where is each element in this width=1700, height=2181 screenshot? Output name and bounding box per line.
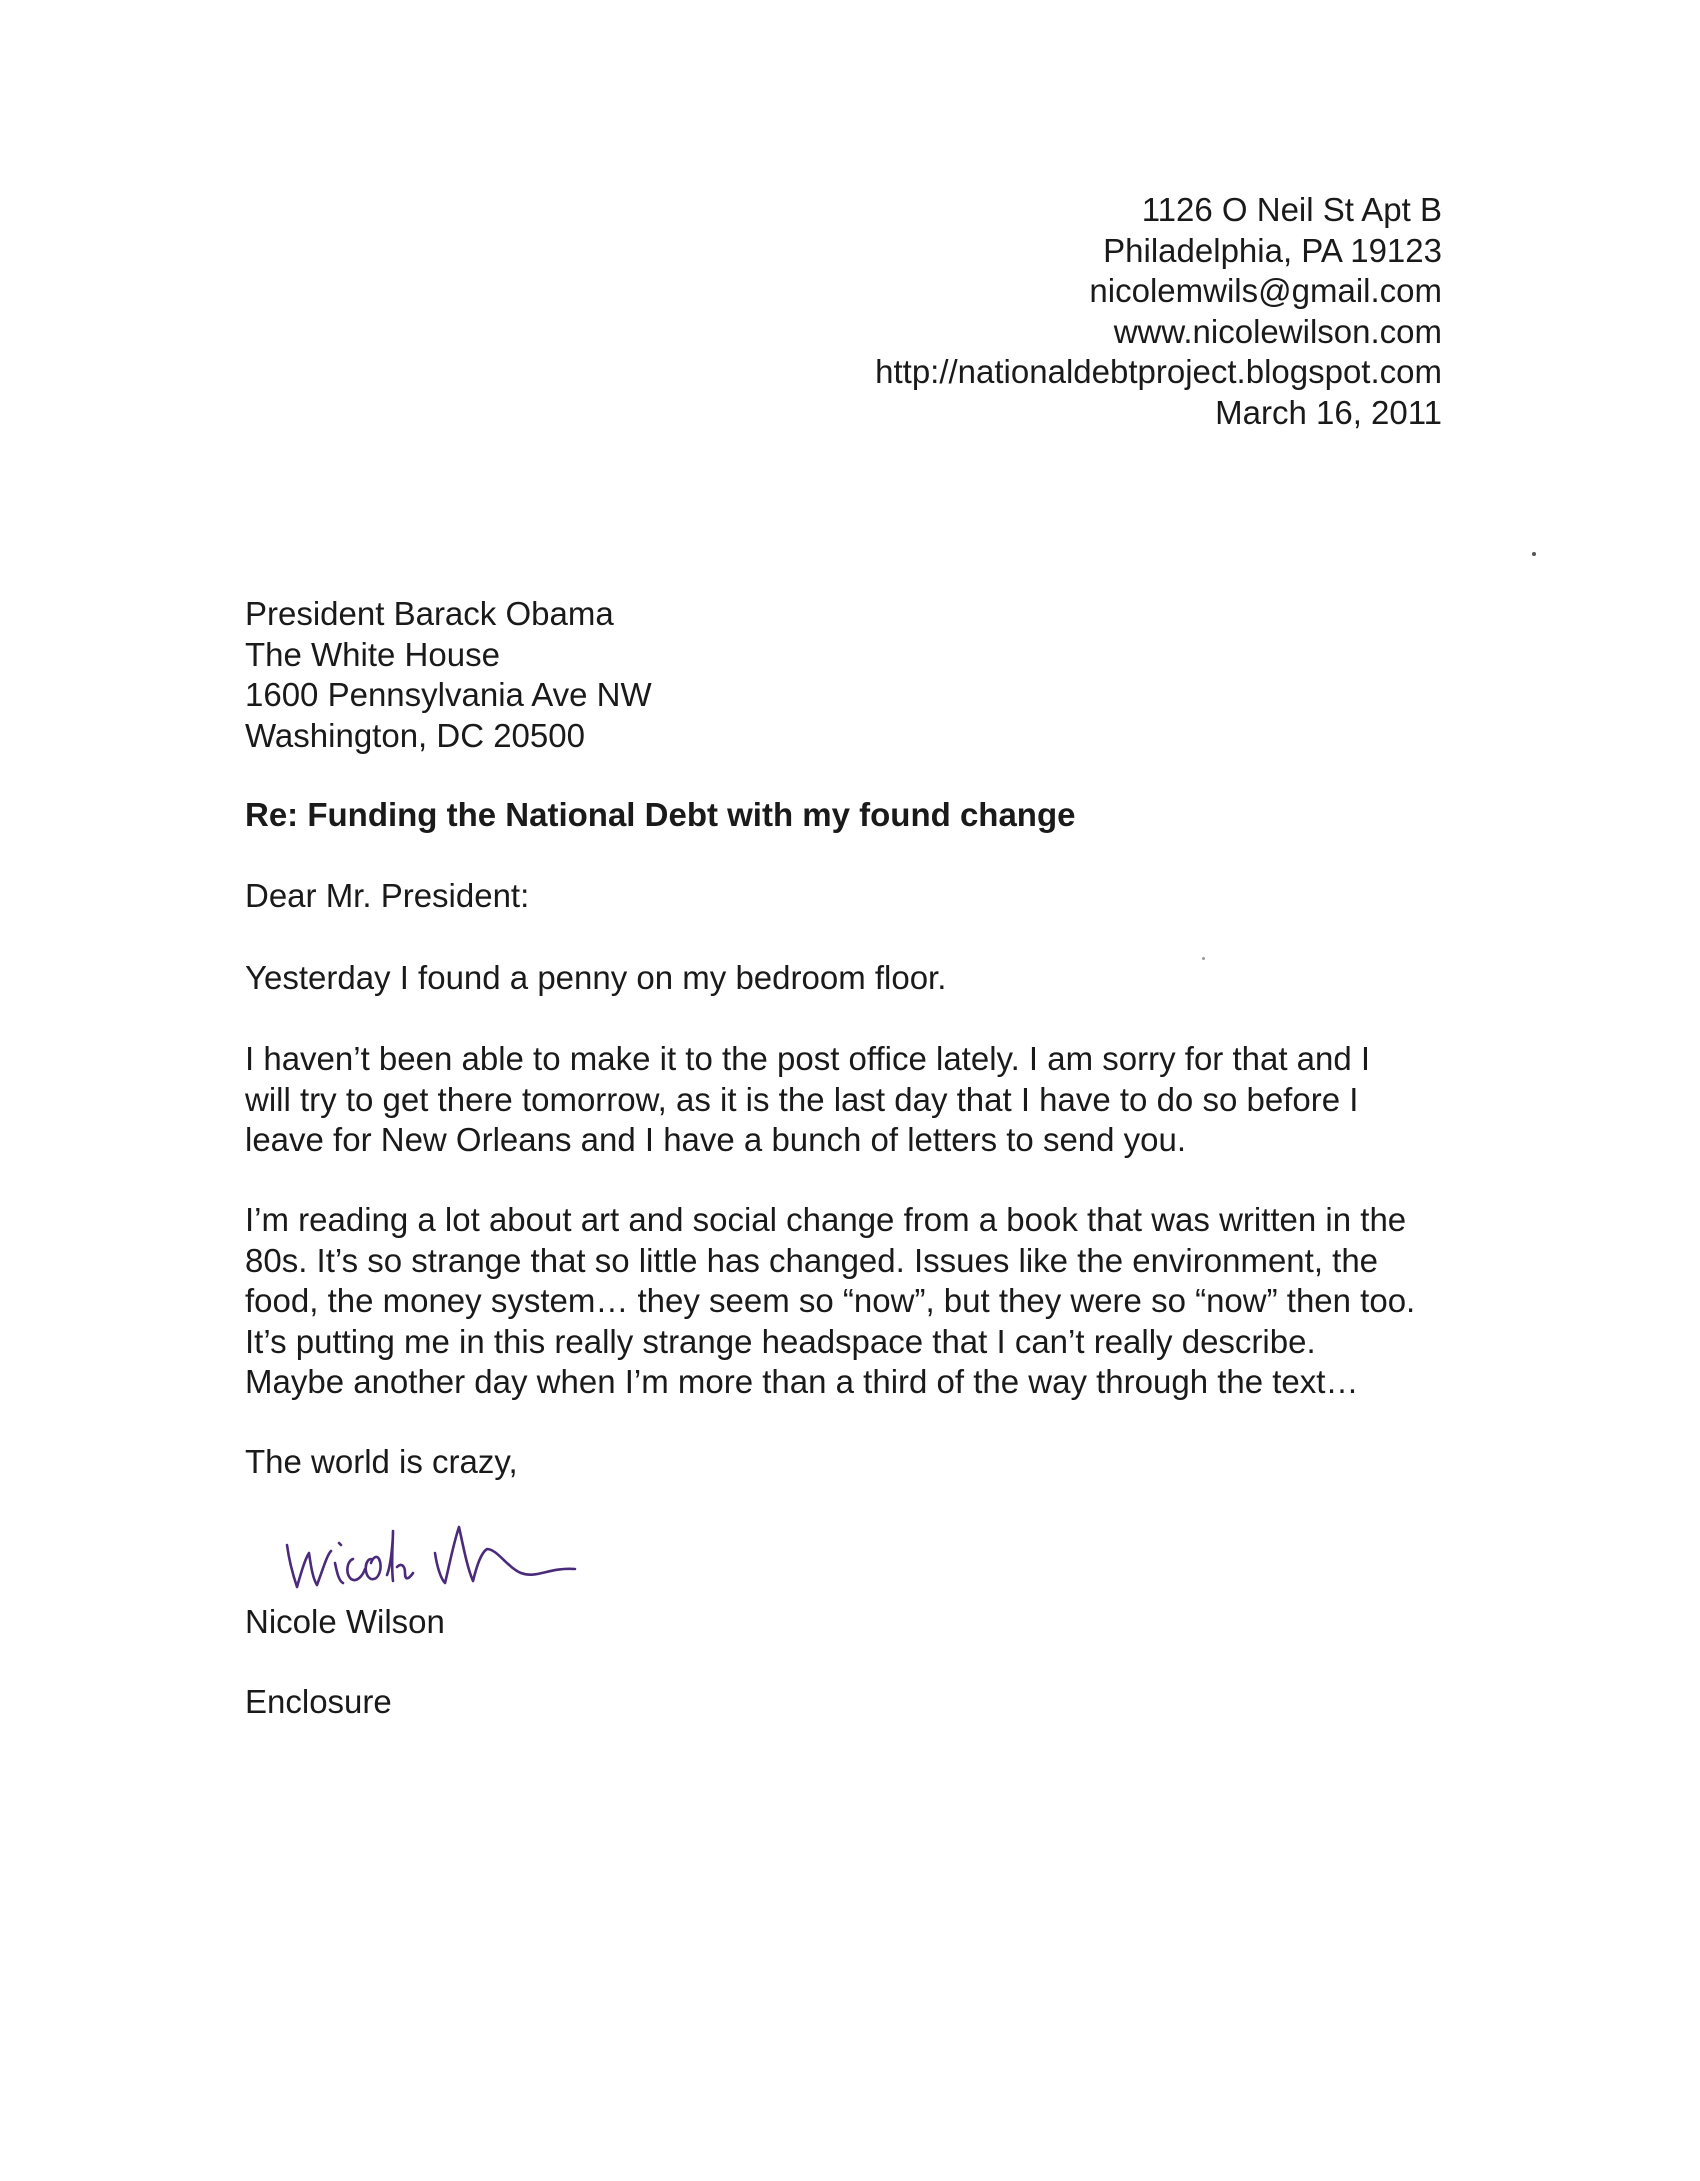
body-paragraph (245, 1200, 1475, 1403)
paragraph-line: leave for New Orleans and I have a bunch of letters to send you. (245, 1121, 1187, 1158)
sender-blog: http://nationaldebtproject.blogspot.com (875, 353, 1442, 390)
sender-address-block (875, 190, 1442, 433)
sender-city: Philadelphia, PA 19123 (1103, 231, 1442, 269)
paragraph-line: will try to get there tomorrow, as it is the last day that I have to do so before I (245, 1080, 1359, 1118)
scan-speck (1532, 552, 1536, 556)
paragraph-line: 80s. It’s so strange that so little has changed. Issues like the environment, the (245, 1241, 1379, 1279)
letter-date: March 16, 2011 (1215, 393, 1442, 431)
recipient-address-block (245, 594, 652, 756)
paragraph-line: Yesterday I found a penny on my bedroom floor. (245, 959, 947, 996)
body-paragraph (245, 958, 1475, 999)
signature-stroke (287, 1527, 575, 1587)
recipient-city: Washington, DC 20500 (245, 716, 585, 754)
paragraph-line: food, the money system… they seem so “now”, but they were so “now” then too. (245, 1282, 1416, 1319)
paragraph-line: It’s putting me in this really strange headspace that I can’t really describe. (245, 1322, 1316, 1360)
sender-email: nicolemwils@gmail.com (1089, 272, 1442, 309)
salutation: Dear Mr. President: (245, 877, 530, 914)
paragraph-line: I’m reading a lot about art and social change from a book that was written in the (245, 1201, 1407, 1238)
recipient-name: President Barack Obama (245, 595, 614, 632)
sender-street: 1126 O Neil St Apt B (1141, 191, 1442, 228)
sender-website: www.nicolewilson.com (1113, 312, 1442, 350)
paragraph-line: I haven’t been able to make it to the post office lately. I am sorry for that and I (245, 1040, 1371, 1077)
signer-name: Nicole Wilson (245, 1603, 445, 1640)
recipient-street: 1600 Pennsylvania Ave NW (245, 676, 652, 713)
closing: The world is crazy, (245, 1443, 518, 1480)
recipient-org: The White House (245, 635, 500, 673)
enclosure-notation: Enclosure (245, 1683, 392, 1720)
body-paragraph (245, 1039, 1475, 1161)
subject-line: Re: Funding the National Debt with my found change (245, 796, 1076, 833)
paragraph-line: Maybe another day when I’m more than a third of the way through the text… (245, 1363, 1359, 1400)
handwritten-signature (275, 1475, 695, 1605)
